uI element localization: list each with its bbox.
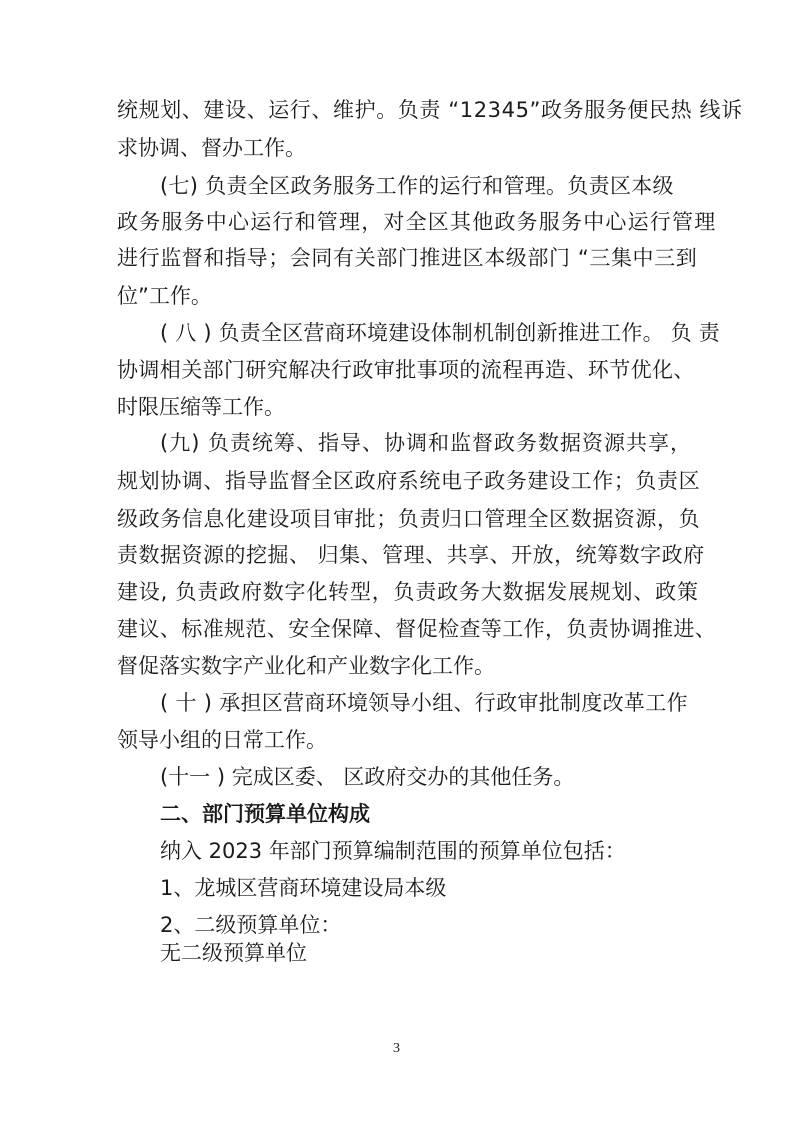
text-line-3: (七) 负责全区政务服务工作的运行和管理。负责区本级	[160, 174, 674, 198]
text-line-24: 无二级预算单位	[160, 941, 307, 965]
text-line-17: ( 十 ) 承担区营商环境领导小组、行政审批制度改革工作	[160, 691, 688, 715]
text-line-23: 2、二级预算单位：	[160, 913, 342, 937]
page-number: 3	[393, 1041, 400, 1056]
text-line-6: 位”工作。	[117, 284, 212, 308]
section-heading: 二、部门预算单位构成	[160, 802, 370, 826]
text-line-22: 1、龙城区营商环境建设局本级	[160, 876, 447, 900]
text-line-11: 规划协调、指导监督全区政府系统电子政务建设工作；负责区	[117, 469, 701, 493]
text-line-12: 级政务信息化建设项目审批；负责归口管理全区数据资源，负	[117, 507, 701, 531]
text-line-19: (十一 ) 完成区委、 区政府交办的其他任务。	[160, 765, 575, 789]
text-line-2: 求协调、督办工作。	[117, 136, 306, 160]
text-line-18: 领导小组的日常工作。	[117, 728, 327, 752]
text-line-5: 进行监督和指导；会同有关部门推进区本级部门 “三集中三到	[117, 246, 698, 270]
text-line-14: 建设, 负责政府数字化转型，负责政务大数据发展规划、政策	[117, 580, 699, 604]
text-line-4: 政务服务中心运行和管理，对全区其他政务服务中心运行管理	[117, 210, 717, 234]
text-line-9: 时限压缩等工作。	[117, 395, 285, 419]
text-line-7: ( 八 ) 负责全区营商环境建设体制机制创新推进工作。 负 责	[160, 321, 720, 345]
text-line-13: 责数据资源的挖掘、 归集、管理、共享、开放，统筹数字政府	[117, 543, 705, 567]
text-line-15: 建议、标准规范、安全保障、督促检查等工作，负责协调推进、	[117, 617, 717, 641]
text-line-1: 统规划、建设、运行、维护。负责 “12345”政务服务便民热 线诉	[117, 98, 743, 122]
text-line-10: (九) 负责统筹、指导、协调和监督政务数据资源共享，	[160, 431, 693, 455]
text-line-21: 纳入 2023 年部门预算编制范围的预算单位包括：	[160, 839, 626, 863]
text-line-8: 协调相关部门研究解决行政审批事项的流程再造、环节优化、	[117, 358, 695, 382]
text-line-16: 督促落实数字产业化和产业数字化工作。	[117, 654, 495, 678]
